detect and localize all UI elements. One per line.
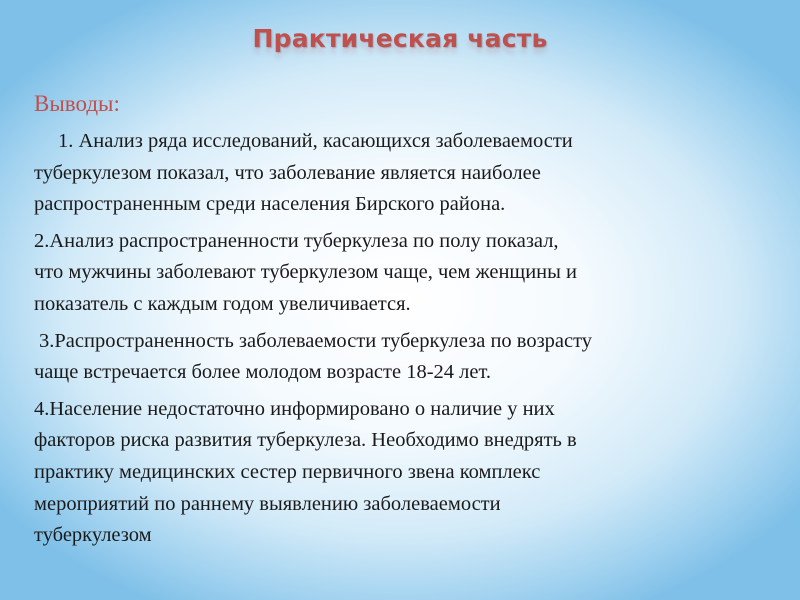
conclusion-item-2 [34, 226, 774, 321]
conclusion-line: распространенным среди населения Бирского района. [34, 193, 506, 216]
conclusion-item-1 [34, 126, 774, 221]
slide-title: Практическая часть [252, 24, 548, 53]
conclusion-line: факторов риска развития туберкулеза. Необходимо внедрять в [34, 429, 577, 452]
conclusion-line: туберкулезом [34, 524, 152, 547]
conclusion-item-4 [34, 394, 774, 552]
conclusion-line: туберкулезом показал, что заболевание является наиболее [34, 161, 541, 184]
conclusion-line: 3.Распространенность заболеваемости туберкулеза по возрасту [39, 329, 593, 352]
conclusion-line: 4.Население недостаточно информировано о наличие у них [34, 397, 555, 420]
conclusion-line: мероприятий по раннему выявлению заболеваемости [34, 492, 501, 515]
conclusion-line: чаще встречается более молодом возрасте 18-24 лет. [34, 361, 492, 384]
conclusions-heading: Выводы: [34, 91, 120, 116]
conclusion-item-3 [34, 326, 774, 389]
conclusion-line: практику медицинских сестер первичного звена комплекс [34, 460, 541, 483]
conclusion-line: показатель с каждым годом увеличивается. [34, 292, 411, 315]
conclusion-line: что мужчины заболевают туберкулезом чаще, чем женщины и [34, 261, 578, 284]
slide-body [34, 87, 774, 557]
conclusion-line: 1. Анализ ряда исследований, касающихся заболеваемости [58, 130, 573, 152]
conclusion-line: 2.Анализ распространенности туберкулеза по полу показал, [34, 229, 559, 252]
